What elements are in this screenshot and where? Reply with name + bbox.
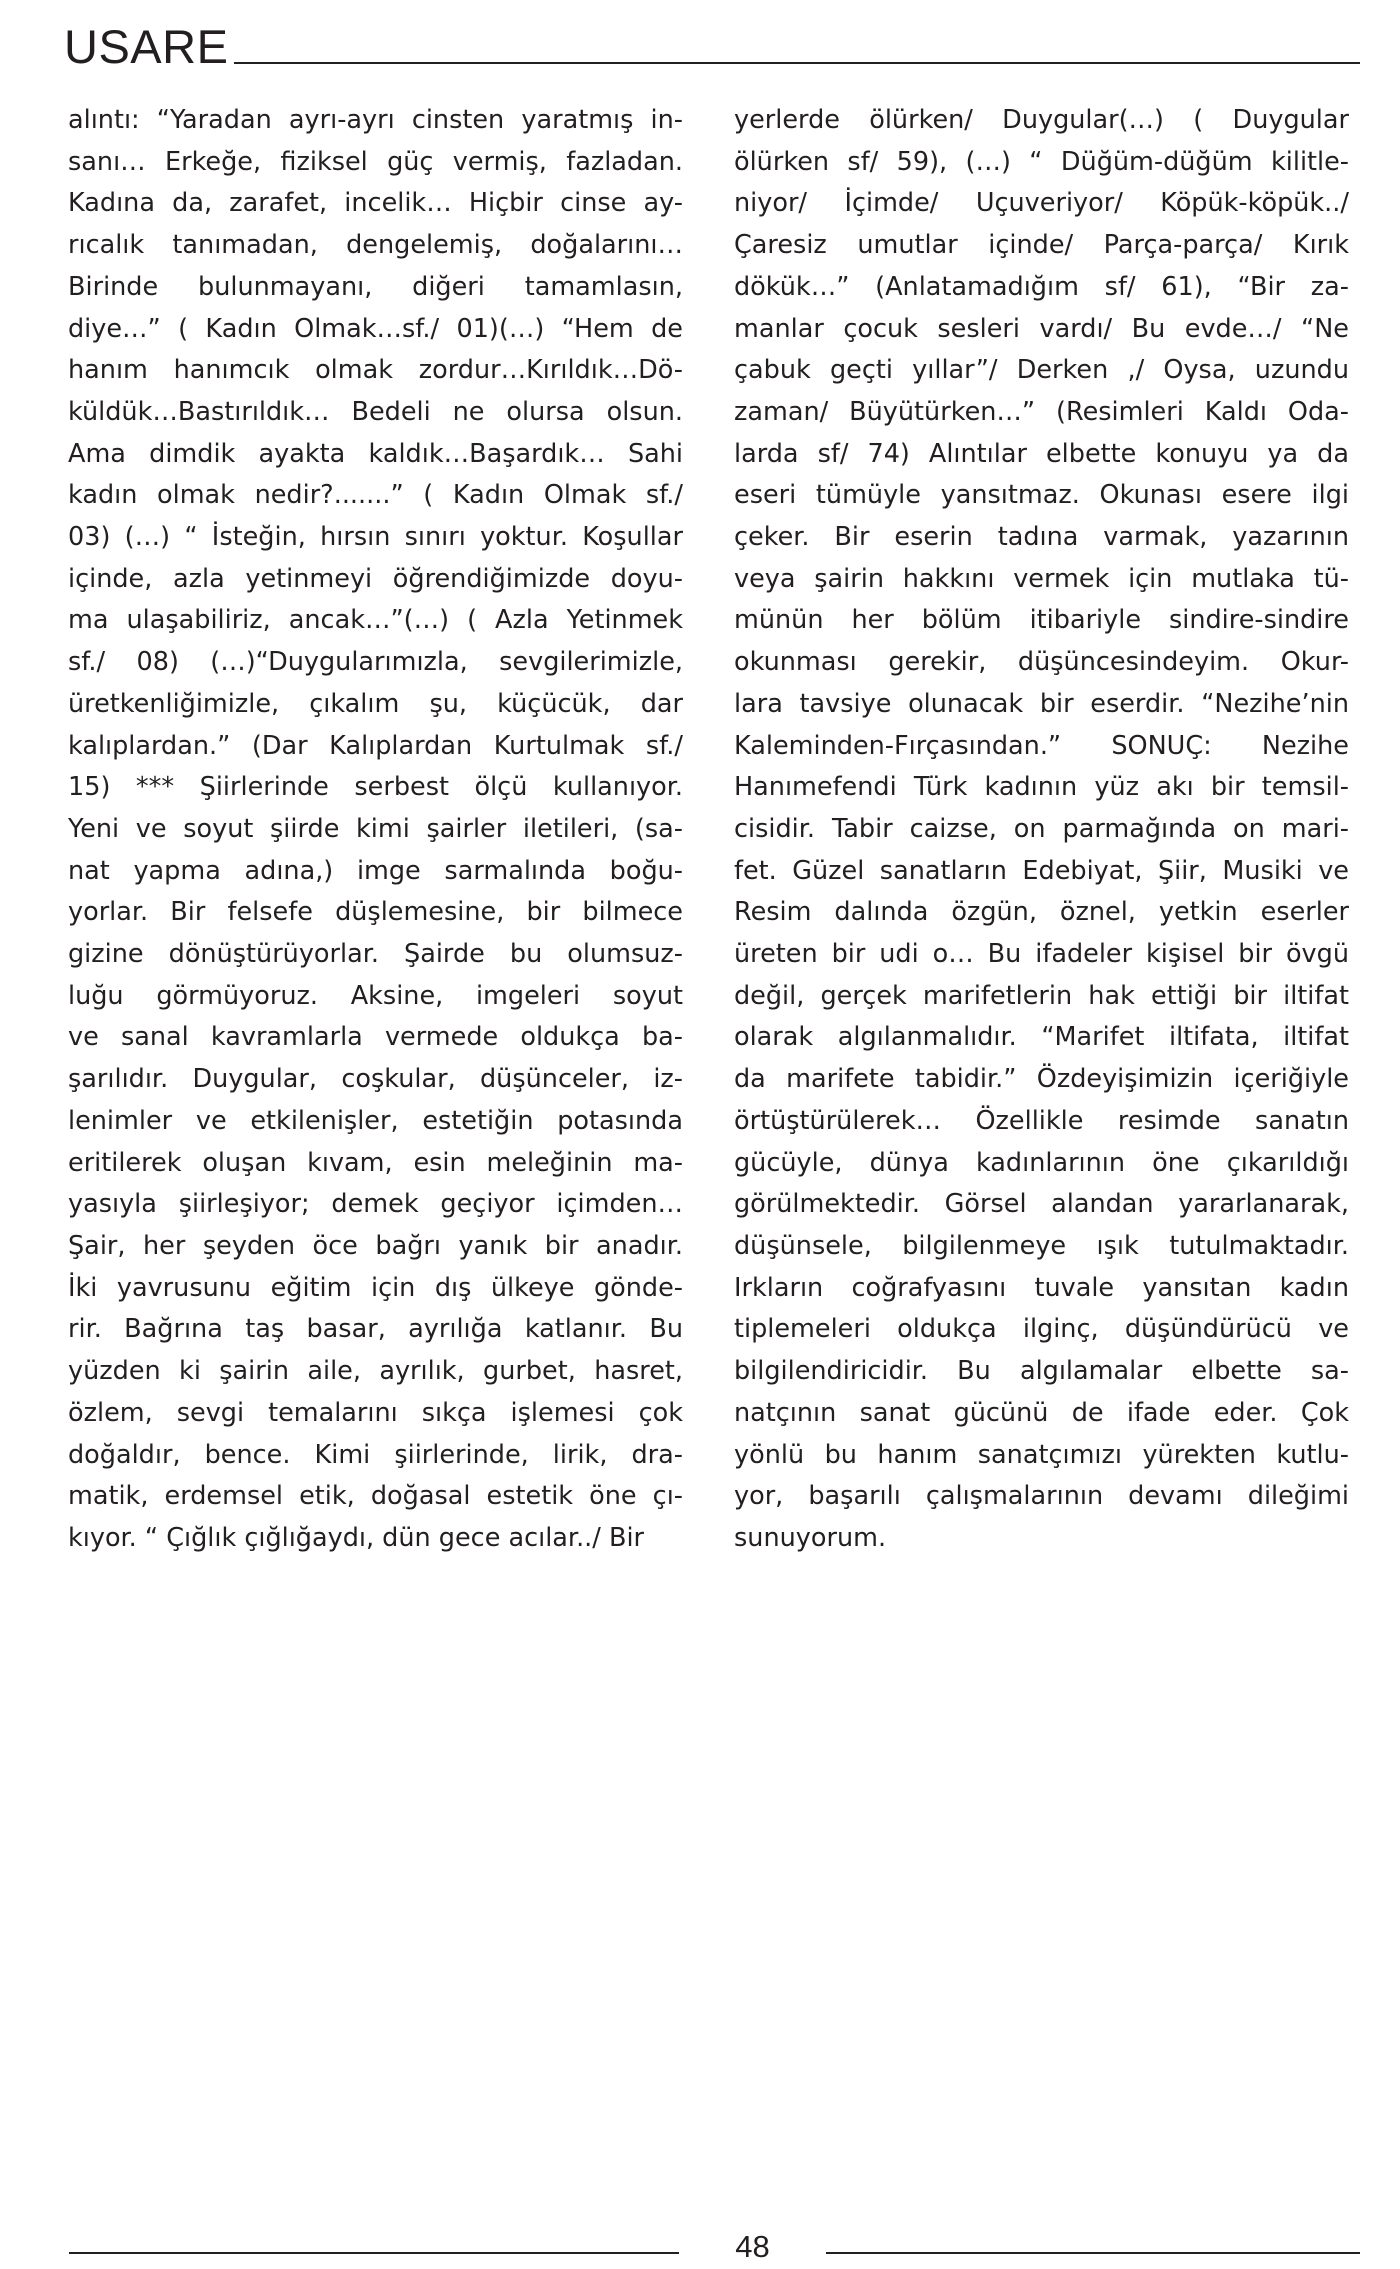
text-line: düşünsele, bilgilenmeye ışık tutulmaktadır. (734, 1230, 1349, 1261)
text-line: doğaldır, bence. Kimi şiirlerinde, lirik, dra- (68, 1439, 683, 1470)
text-line: Irkların coğrafyasını tuvale yansıtan kadın (734, 1272, 1349, 1303)
text-line: içinde, azla yetinmeyi öğrendiğimizde doyu- (68, 563, 683, 594)
text-line: değil, gerçek marifetlerin hak ettiği bir iltifat (734, 980, 1349, 1011)
text-line: larda sf/ 74) Alıntılar elbette konuyu ya da (734, 438, 1349, 469)
text-line: örtüştürülerek… Özellikle resimde sanatın (734, 1105, 1349, 1136)
text-line: eritilerek oluşan kıvam, esin meleğinin ma- (68, 1147, 683, 1178)
text-line: sanı… Erkeğe, fiziksel güç vermiş, fazladan. (68, 146, 683, 177)
text-line: bilgilendiricidir. Bu algılamalar elbette sa- (734, 1356, 1349, 1387)
text-line: fet. Güzel sanatların Edebiyat, Şiir, Musiki ve (734, 855, 1349, 886)
text-line: veya şairin hakkını vermek için mutlaka tü- (734, 563, 1349, 594)
text-line: yerlerde ölürken/ Duygular(…) ( Duygular (734, 105, 1349, 135)
journal-title: USARE (64, 20, 229, 73)
text-line: yönlü bu hanım sanatçımızı yürekten kutlu- (734, 1439, 1349, 1470)
text-line: zaman/ Büyütürken…” (Resimleri Kaldı Oda- (734, 396, 1349, 427)
text-line: gizine dönüştürüyorlar. Şairde bu olumsuz- (68, 939, 683, 970)
text-line: da marifete tabidir.” Özdeyişimizin içeriğiyle (734, 1064, 1349, 1095)
footer-rule-left (69, 2252, 679, 2254)
text-line: luğu görmüyoruz. Aksine, imgeleri soyut (68, 980, 683, 1011)
text-line: Yeni ve soyut şiirde kimi şairler iletileri, (sa- (68, 813, 683, 844)
text-line: kadın olmak nedir?.......” ( Kadın Olmak sf./ (68, 480, 683, 511)
text-line: olarak algılanmalıdır. “Marifet iltifata, iltifat (734, 1022, 1349, 1053)
text-line: ölürken sf/ 59), (…) “ Düğüm-düğüm kilitle- (734, 146, 1349, 177)
text-line: 03) (…) “ İsteğin, hırsın sınırı yoktur. Koşullar (68, 522, 683, 553)
text-line: rıcalık tanımadan, dengelemiş, doğalarını… (68, 230, 683, 261)
text-line: küldük…Bastırıldık… Bedeli ne olursa olsun. (68, 396, 683, 427)
footer-rule-right (826, 2252, 1360, 2254)
text-line: çeker. Bir eserin tadına varmak, yazarının (734, 522, 1349, 553)
text-line: kalıplardan.” (Dar Kalıplardan Kurtulmak sf./ (68, 730, 683, 761)
header-rule (234, 62, 1360, 64)
page-footer (64, 2229, 1360, 2264)
text-line: yüzden ki şairin aile, ayrılık, gurbet, hasret, (68, 1356, 683, 1387)
text-line: gücüyle, dünya kadınlarının öne çıkarıldığı (734, 1147, 1349, 1178)
text-line: yor, başarılı çalışmalarının devamı dileğimi (734, 1481, 1349, 1512)
text-line: ve sanal kavramlarla vermede oldukça ba- (68, 1022, 683, 1053)
text-line: Birinde bulunmayanı, diğeri tamamlasın, (68, 271, 683, 302)
text-line: 15) *** Şiirlerinde serbest ölçü kullanıyor. (68, 772, 683, 803)
text-line: manlar çocuk sesleri vardı/ Bu evde…/ “Ne (734, 313, 1349, 344)
text-line: dökük…” (Anlatamadığım sf/ 61), “Bir za- (734, 271, 1349, 302)
text-line: İki yavrusunu eğitim için dış ülkeye gönde- (68, 1272, 683, 1303)
text-line: diye…” ( Kadın Olmak…sf./ 01)(…) “Hem de (68, 313, 683, 344)
left-text-column (68, 100, 683, 1560)
text-line: çabuk geçti yıllar”/ Derken ,/ Oysa, uzundu (734, 355, 1349, 386)
text-line: cisidir. Tabir caizse, on parmağında on mari- (734, 813, 1349, 844)
text-line: eseri tümüyle yansıtmaz. Okunası esere ilgi (734, 480, 1349, 511)
text-line: Hanımefendi Türk kadının yüz akı bir temsil- (734, 772, 1349, 803)
text-line: üretkenliğimizle, çıkalım şu, küçücük, dar (68, 688, 683, 719)
text-line: görülmektedir. Görsel alandan yararlanarak, (734, 1189, 1349, 1220)
text-line: Çaresiz umutlar içinde/ Parça-parça/ Kırık (734, 230, 1349, 261)
text-line: yasıyla şiirleşiyor; demek geçiyor içimden… (68, 1189, 683, 1220)
page-number: 48 (735, 2229, 770, 2264)
text-line: ma ulaşabiliriz, ancak…”(…) ( Azla Yetinmek (68, 605, 683, 636)
text-line: özlem, sevgi temalarını sıkça işlemesi çok (68, 1397, 683, 1428)
text-line: Resim dalında özgün, öznel, yetkin eserler (734, 897, 1349, 928)
page-header (64, 22, 1360, 72)
text-line: kıyor. “ Çığlık çığlığaydı, dün gece acılar../ Bir (68, 1522, 645, 1553)
text-line: lara tavsiye olunacak bir eserdir. “Nezihe’nin (734, 688, 1349, 719)
text-line: üreten bir udi o… Bu ifadeler kişisel bir övgü (734, 939, 1349, 970)
right-text-column (734, 100, 1349, 1560)
text-line: Ama dimdik ayakta kaldık…Başardık… Sahi (68, 438, 683, 469)
text-line: yorlar. Bir felsefe düşlemesine, bir bilmece (68, 897, 683, 928)
text-line: hanım hanımcık olmak zordur…Kırıldık…Dö- (68, 355, 683, 386)
text-line: Kaleminden-Fırçasından.” SONUÇ: Nezihe (734, 730, 1349, 761)
text-line: Kadına da, zarafet, incelik… Hiçbir cinse ay- (68, 188, 683, 219)
text-line: münün her bölüm itibariyle sindire-sindire (734, 605, 1349, 636)
text-line: nat yapma adına,) imge sarmalında boğu- (68, 855, 683, 886)
text-line: matik, erdemsel etik, doğasal estetik öne çı- (68, 1481, 683, 1512)
text-line: niyor/ İçimde/ Uçuveriyor/ Köpük-köpük../ (734, 188, 1349, 219)
text-line: alıntı: “Yaradan ayrı-ayrı cinsten yaratmış in- (68, 105, 683, 135)
text-line: tiplemeleri oldukça ilginç, düşündürücü ve (734, 1314, 1349, 1345)
text-line: Şair, her şeyden öce bağrı yanık bir anadır. (68, 1230, 683, 1261)
text-line: okunması gerekir, düşüncesindeyim. Okur- (734, 647, 1349, 678)
text-line: şarılıdır. Duygular, coşkular, düşünceler, iz- (68, 1064, 683, 1095)
text-line: sf./ 08) (…)“Duygularımızla, sevgilerimizle, (68, 647, 683, 678)
text-line: natçının sanat gücünü de ifade eder. Çok (734, 1397, 1349, 1428)
text-line: rir. Bağrına taş basar, ayrılığa katlanır. Bu (68, 1314, 683, 1345)
text-line: sunuyorum. (734, 1522, 887, 1553)
text-line: lenimler ve etkilenişler, estetiğin potasında (68, 1105, 683, 1136)
